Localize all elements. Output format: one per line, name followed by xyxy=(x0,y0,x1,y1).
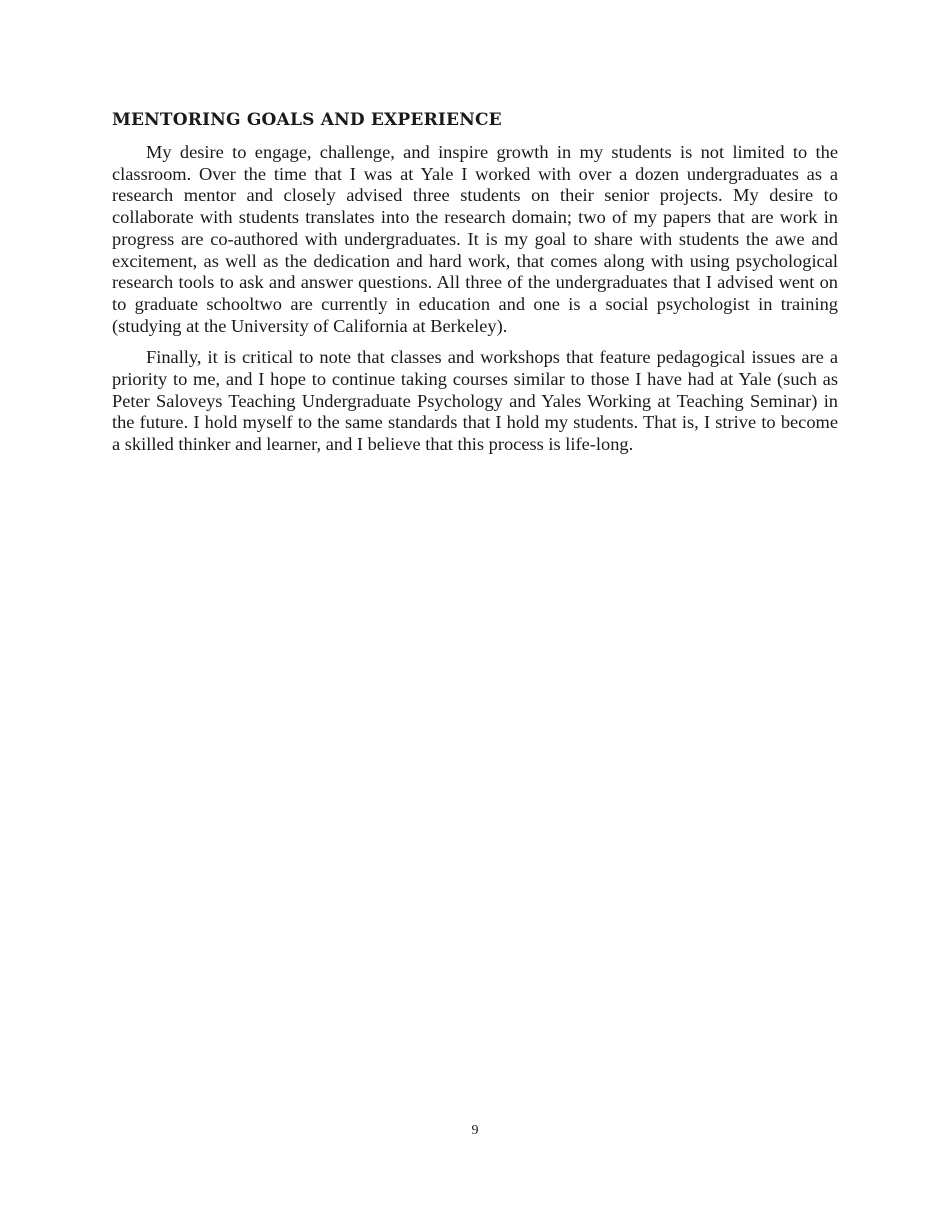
paragraph-pedagogical-courses: Finally, it is critical to note that classes and workshops that feature pedagogical issues are a priority to me, and I hope to continue taking courses similar to those I have had at Yale (such as Peter Saloveys Teaching Undergraduate Psychology and Yales Working at Teaching Seminar) in the future. I hold myself to the same standards that I hold my students. That is, I strive to become a skilled thinker and learner, and I believe that this process is life-long. xyxy=(112,347,838,455)
paragraph-mentoring-experience: My desire to engage, challenge, and inspire growth in my students is not limited to the classroom. Over the time that I was at Yale I worked with over a dozen undergraduates as a research mentor and closely advised three students on their senior projects. My desire to collaborate with students translates into the research domain; two of my papers that are work in progress are co-authored with undergraduates. It is my goal to share with students the awe and excitement, as well as the dedication and hard work, that comes along with using psychological research tools to ask and answer questions. All three of the undergraduates that I advised went on to graduate schooltwo are currently in education and one is a social psychologist in training (studying at the University of California at Berkeley). xyxy=(112,142,838,336)
page-number: 9 xyxy=(471,1123,479,1138)
document-page xyxy=(112,108,838,466)
section-heading: MENTORING GOALS AND EXPERIENCE xyxy=(112,110,502,130)
